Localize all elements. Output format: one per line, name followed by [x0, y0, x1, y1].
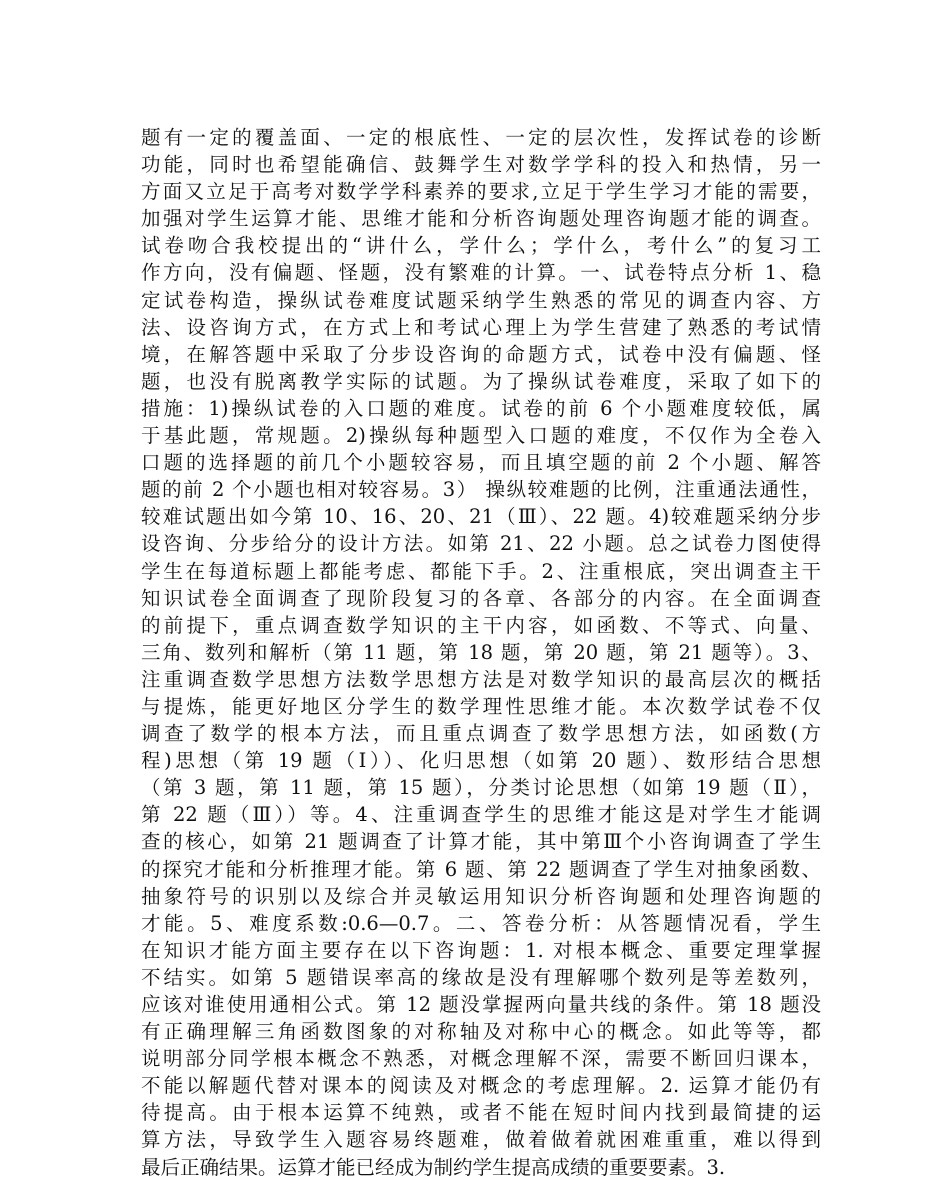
text-line: 加强对学生运算才能、思维才能和分析咨询题处理咨询题才能的调查。: [141, 207, 821, 231]
text-line: 应该对谁使用通相公式。第 12 题没掌握两向量共线的条件。第 18 题没: [141, 993, 821, 1016]
text-line: 功能，同时也希望能确信、鼓舞学生对数学学科的投入和热情，另一: [141, 153, 821, 177]
text-line: 题，也没有脱离教学实际的试题。为了操纵试卷难度，采取了如下的: [141, 369, 821, 393]
text-line: 调查了数学的根本方法，而且重点调查了数学思想方法，如函数(方: [141, 722, 821, 746]
text-line: 的前提下，重点调查数学知识的主干内容，如函数、不等式、向量、: [141, 613, 821, 637]
text-line: 口题的选择题的前几个小题较容易，而且填空题的前 2 个小题、解答: [141, 451, 821, 475]
text-line: 设咨询、分步给分的设计方法。如第 21、22 小题。总之试卷力图使得: [141, 532, 821, 556]
text-line: 与提炼，能更好地区分学生的数学理性思维才能。本次数学试卷不仅: [141, 694, 821, 718]
text-line: 境，在解答题中采取了分步设咨询的命题方式，试卷中没有偏题、怪: [141, 342, 821, 366]
text-line: 不结实。如第 5 题错误率高的缘故是没有理解哪个数列是等差数列，: [141, 965, 821, 989]
text-line: 作方向，没有偏题、怪题，没有繁难的计算。一、试卷特点分析 1、稳: [141, 261, 821, 285]
text-line: 三角、数列和解析（第 11 题，第 18 题，第 20 题，第 21 题等）。3、: [141, 640, 821, 664]
text-line: 措施：1)操纵试卷的入口题的难度。试卷的前 6 个小题难度较低，属: [141, 396, 821, 420]
text-line: 题有一定的覆盖面、一定的根底性、一定的层次性，发挥试卷的诊断: [141, 126, 821, 149]
text-line: 注重调查数学思想方法数学思想方法是对数学知识的最高层次的概括: [141, 667, 821, 691]
text-line: 才能。5、难度系数:0.6—0.7。二、答卷分析：从答题情况看，学生: [141, 911, 821, 935]
text-line: 的探究才能和分析推理才能。第 6 题、第 22 题调查了学生对抽象函数、: [141, 857, 821, 881]
text-line: 试卷吻合我校提出的“讲什么，学什么；学什么，考什么”的复习工: [141, 234, 821, 258]
text-line: 不能以解题代替对课本的阅读及对概念的考虑理解。2. 运算才能仍有: [141, 1074, 821, 1098]
text-line: 抽象符号的识别以及综合并灵敏运用知识分析咨询题和处理咨询题的: [141, 884, 821, 908]
text-line: 较难试题出如今第 10、16、20、21（Ⅲ）、22 题。4)较难题采纳分步: [141, 505, 821, 529]
text-line: 查的核心，如第 21 题调查了计算才能，其中第Ⅲ个小咨询调查了学生: [141, 830, 821, 854]
text-line: 程)思想（第 19 题（Ⅰ））、化归思想（如第 20 题）、数形结合思想: [141, 749, 821, 773]
text-line: 学生在每道标题上都能考虑、都能下手。2、注重根底，突出调查主干: [141, 559, 821, 583]
text-line: 定试卷构造，操纵试卷难度试题采纳学生熟悉的常见的调查内容、方: [141, 288, 821, 312]
text-line: 待提高。由于根本运算不纯熟，或者不能在短时间内找到最简捷的运: [141, 1101, 821, 1125]
text-line: 在知识才能方面主要存在以下咨询题：1. 对根本概念、重要定理掌握: [141, 938, 821, 962]
text-line: 知识试卷全面调查了现阶段复习的各章、各部分的内容。在全面调查: [141, 586, 821, 610]
text-line: 方面又立足于高考对数学学科素养的要求,立足于学生学习才能的需要，: [141, 180, 821, 204]
text-line: 说明部分同学根本概念不熟悉，对概念理解不深，需要不断回归课本，: [141, 1047, 821, 1071]
text-line: 法、设咨询方式，在方式上和考试心理上为学生营建了熟悉的考试情: [141, 315, 821, 339]
text-line: 算方法，导致学生入题容易终题难，做着做着就困难重重，难以得到: [141, 1128, 821, 1152]
text-line: 有正确理解三角函数图象的对称轴及对称中心的概念。如此等等，都: [141, 1020, 821, 1044]
text-line: 于基此题，常规题。2)操纵每种题型入口题的难度，不仅作为全卷入: [141, 424, 821, 448]
text-line: 题的前 2 个小题也相对较容易。3） 操纵较难题的比例，注重通法通性，: [141, 478, 821, 502]
text-line: （第 3 题，第 11 题，第 15 题），分类讨论思想（如第 19 题（Ⅱ），: [141, 776, 821, 800]
text-line: 第 22 题（Ⅲ））等。4、注重调查学生的思维才能这是对学生才能调: [141, 803, 821, 827]
text-line: 最后正确结果。运算才能已经成为制约学生提高成绩的重要要素。3.: [141, 1155, 726, 1179]
body-text: [141, 124, 821, 1181]
